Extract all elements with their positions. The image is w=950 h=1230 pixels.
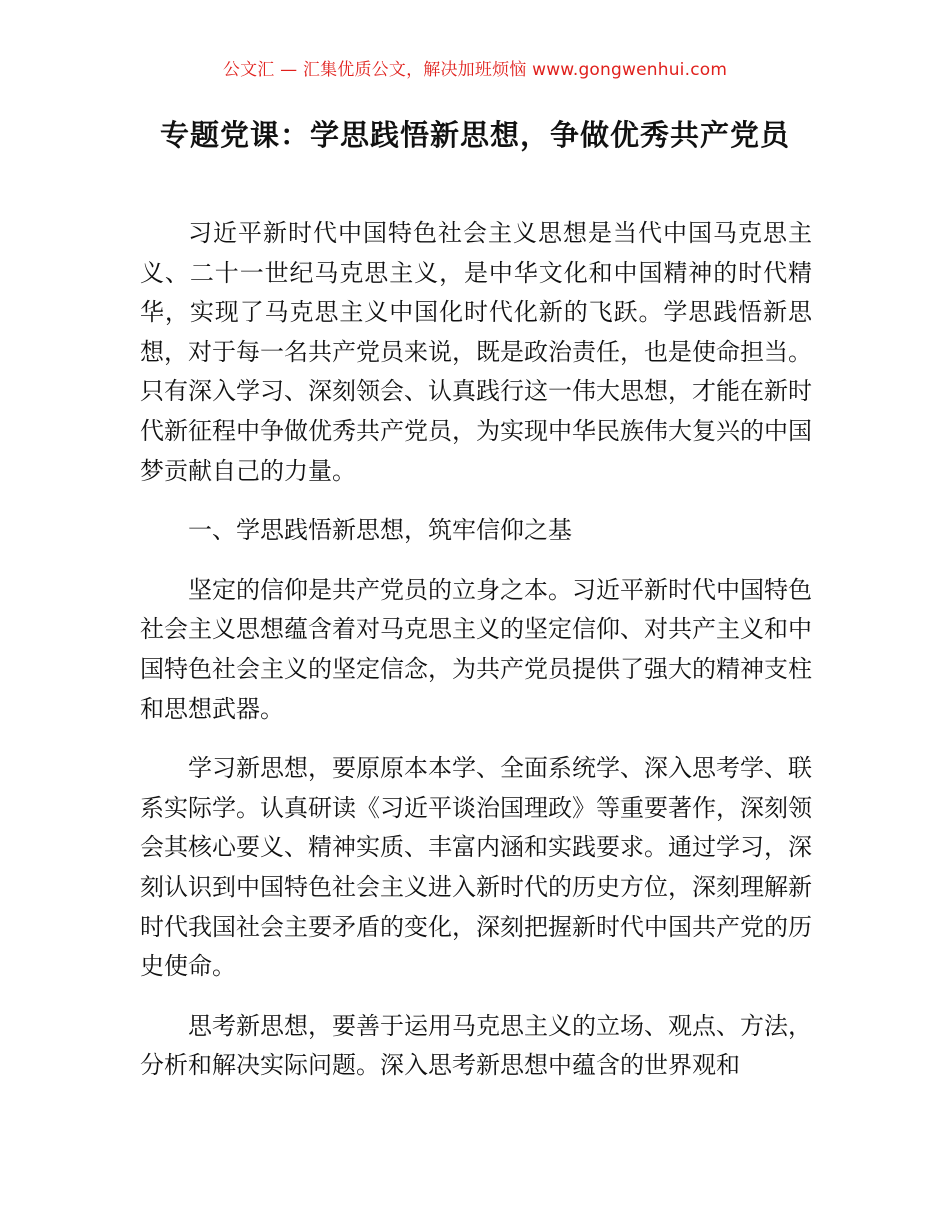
document-title: 专题党课：学思践悟新思想，争做优秀共产党员 (159, 118, 790, 152)
document-body (140, 214, 812, 1106)
paragraph-intro: 习近平新时代中国特色社会主义思想是当代中国马克思主义、二十一世纪马克思主义，是中华文化和中国精神的时代精华，实现了马克思主义中国化时代化新的飞跃。学思践悟新思想，对于每一名共产党员来说，既是政治责任，也是使命担当。只有深入学习、深刻领会、认真践行这一伟大思想，才能在新时代新征程中争做优秀共产党员，为实现中华民族伟大复兴的中国梦贡献自己的力量。 (140, 219, 812, 485)
paragraph-study: 学习新思想，要原原本本学、全面系统学、深入思考学、联系实际学。认真研读《习近平谈治国理政》等重要著作，深刻领会其核心要义、精神实质、丰富内涵和实践要求。通过学习，深刻认识到中国特色社会主义进入新时代的历史方位，深刻理解新时代我国社会主要矛盾的变化，深刻把握新时代中国共产党的历史使命。 (140, 754, 812, 981)
paragraph-faith: 坚定的信仰是共产党员的立身之本。习近平新时代中国特色社会主义思想蕴含着对马克思主义的坚定信仰、对共产主义和中国特色社会主义的坚定信念，为共产党员提供了强大的精神支柱和思想武器。 (140, 575, 812, 723)
header-banner: 公文汇 — 汇集优质公文，解决加班烦恼 www.gongwenhui.com (222, 60, 728, 80)
section-heading-1: 一、学思践悟新思想，筑牢信仰之基 (188, 516, 572, 545)
paragraph-think: 思考新思想，要善于运用马克思主义的立场、观点、方法，分析和解决实际问题。深入思考新思想中蕴含的世界观和 (140, 1011, 812, 1080)
